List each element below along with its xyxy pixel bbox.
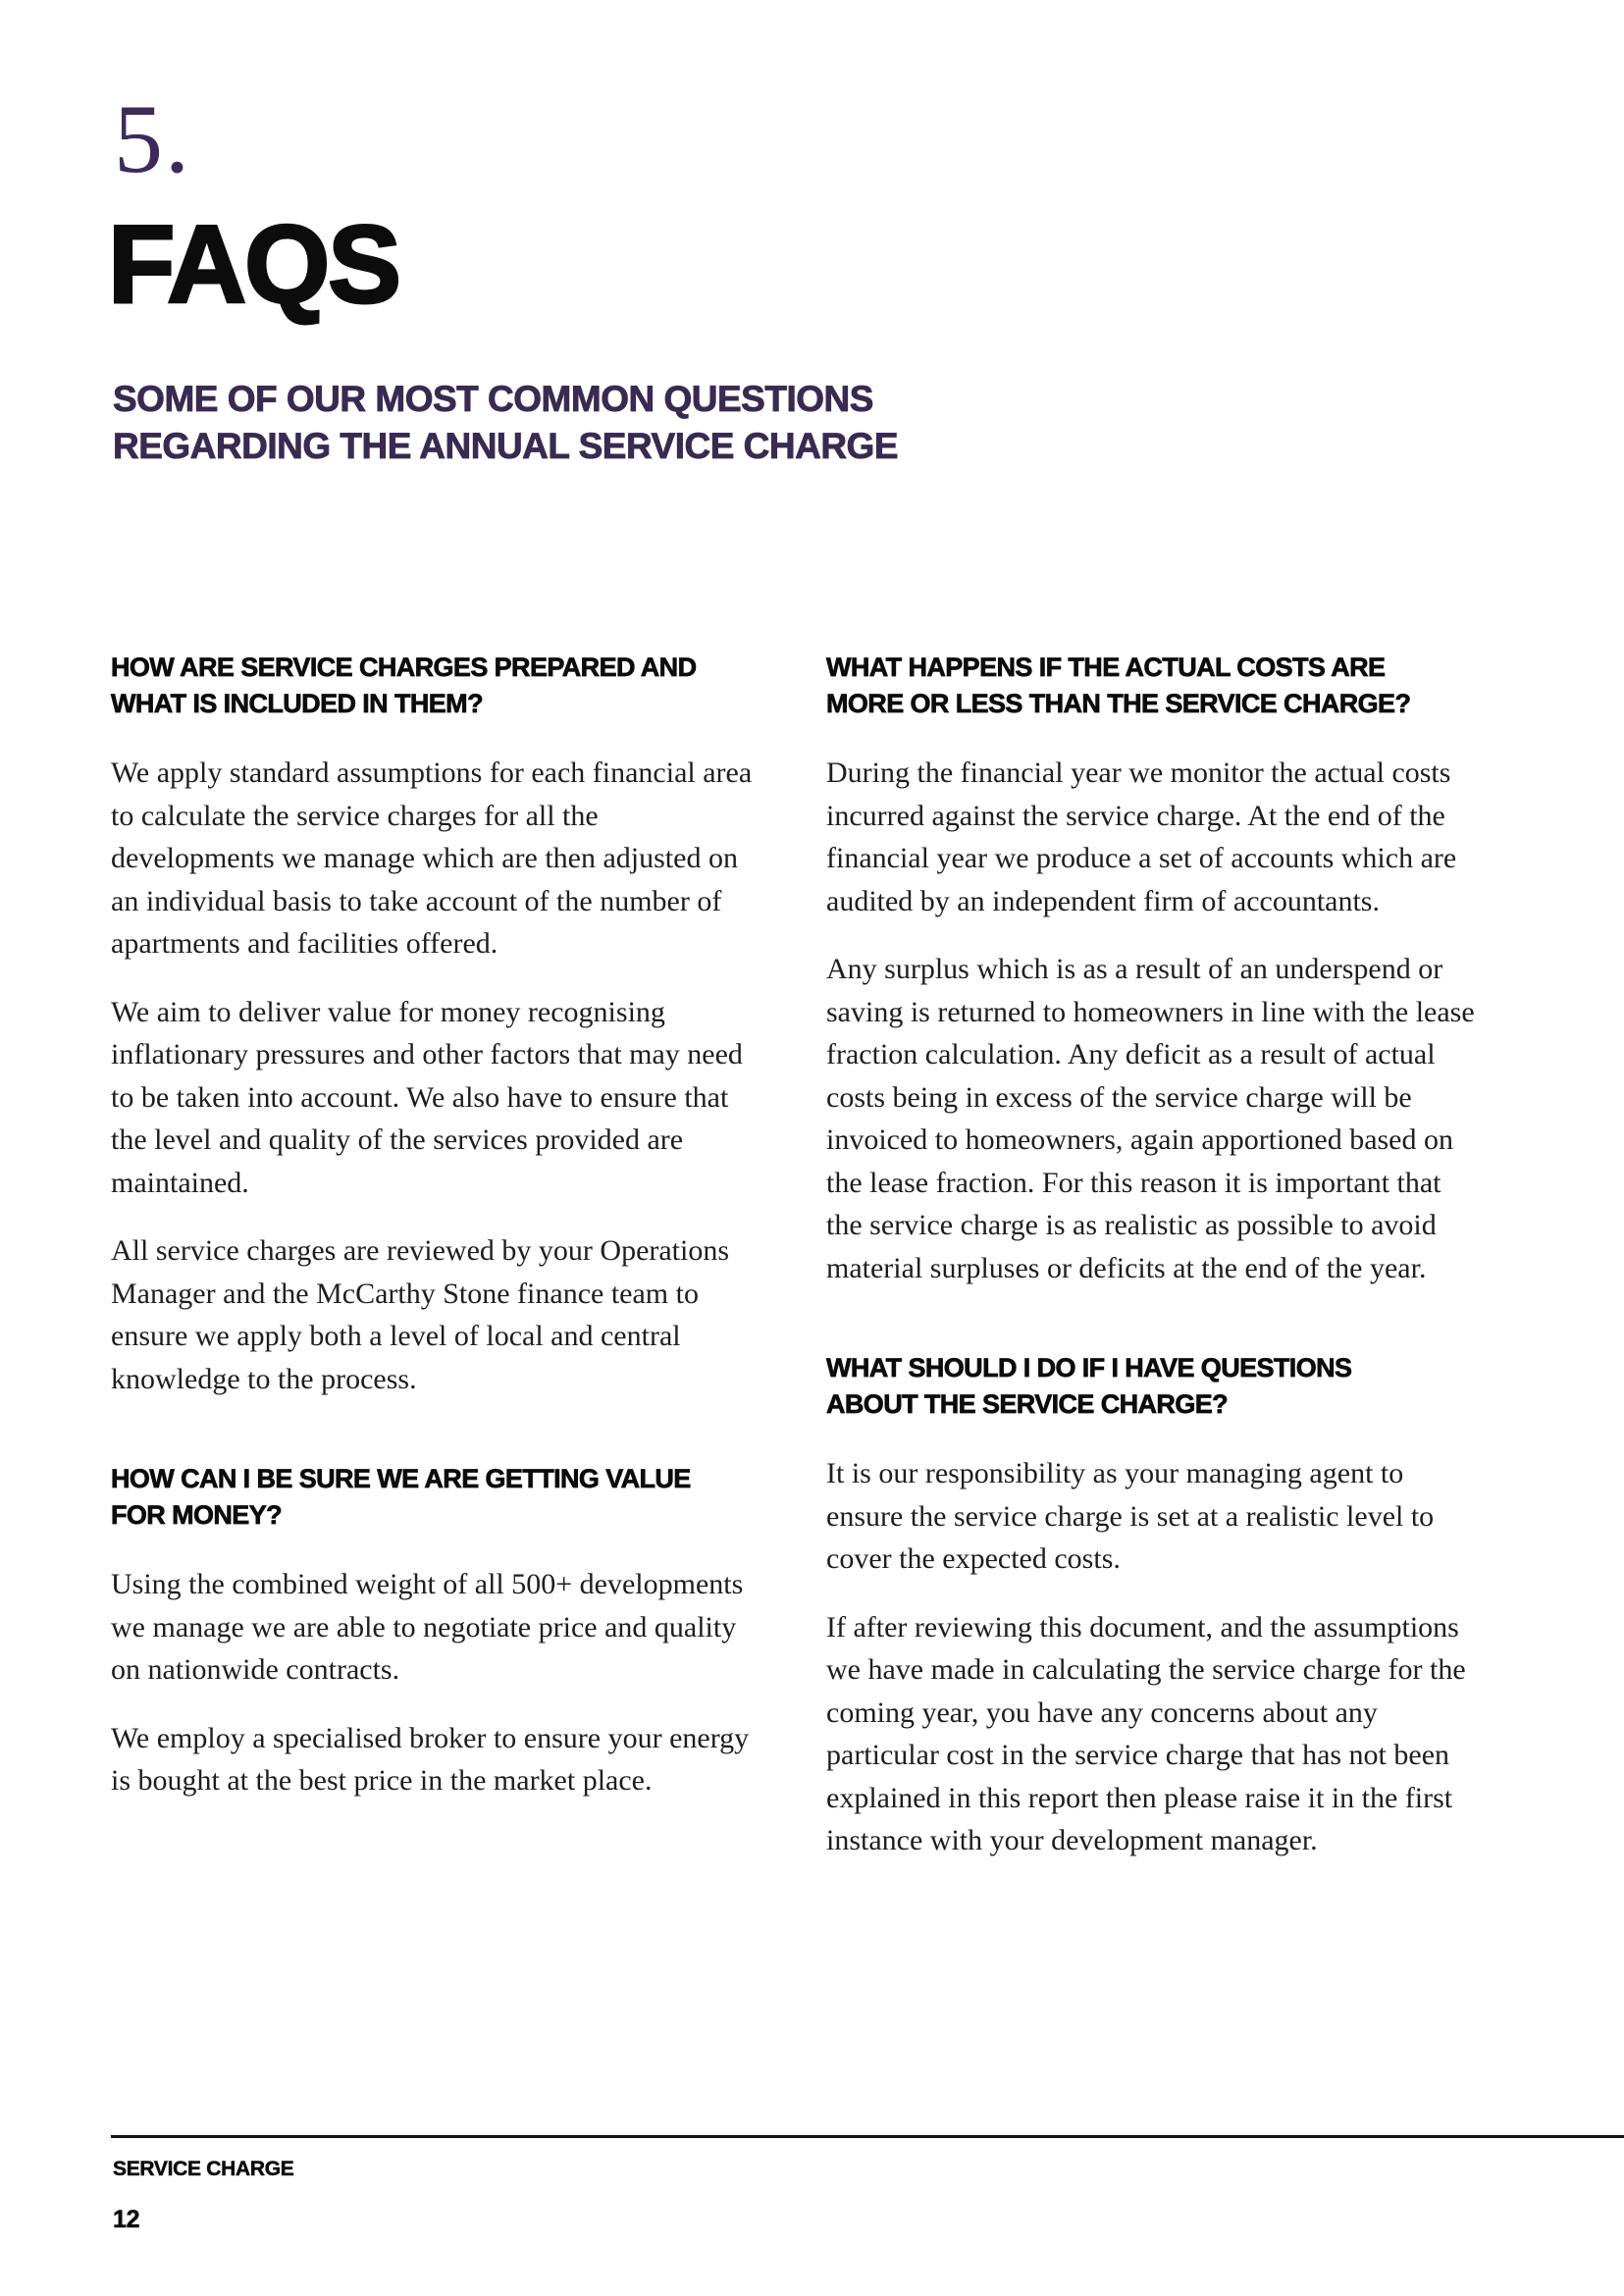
page-subtitle-line-2: REGARDING THE ANNUAL SERVICE CHARGE (113, 426, 899, 466)
question-line: WHAT SHOULD I DO IF I HAVE QUESTIONS (826, 1353, 1352, 1383)
question-line: ABOUT THE SERVICE CHARGE? (826, 1389, 1229, 1419)
question-line: WHAT HAPPENS IF THE ACTUAL COSTS ARE (826, 652, 1386, 682)
answer-paragraph: We apply standard assumptions for each financial area to calculate the service charges for all the developments we manage which are then adjusted on an individual basis to take account of the number of apartments and facilities offered. (111, 757, 753, 960)
faq-section (111, 1461, 763, 1802)
faq-section (111, 650, 763, 1400)
page-subtitle (113, 376, 898, 470)
answer-paragraph: Using the combined weight of all 500+ developments we manage we are able to negotiate price and quality on nationwide contracts. (111, 1568, 744, 1686)
question-heading (111, 650, 763, 722)
question-line: HOW ARE SERVICE CHARGES PREPARED AND (111, 652, 697, 682)
footer-rule (111, 2135, 1624, 2138)
answer-paragraph: All service charges are reviewed by your Operations Manager and the McCarthy Stone finance team to ensure we apply both a level of local and central knowledge to the process. (111, 1234, 730, 1395)
faq-section (826, 1350, 1479, 1862)
footer-label: SERVICE CHARGE (113, 2158, 294, 2180)
answer-paragraph: During the financial year we monitor the actual costs incurred against the service charge. At the end of the financial year we produce a set of accounts which are audited by an independent firm of accountants. (826, 757, 1457, 917)
question-line: MORE OR LESS THAN THE SERVICE CHARGE? (826, 689, 1411, 718)
faq-column-right (826, 650, 1479, 1888)
question-line: WHAT IS INCLUDED IN THEM? (111, 689, 483, 718)
faq-section (826, 650, 1479, 1289)
page-number: 12 (113, 2206, 140, 2233)
question-heading (826, 1350, 1479, 1423)
answer-paragraph: We employ a specialised broker to ensure your energy is bought at the best price in the market place. (111, 1721, 750, 1797)
page-subtitle-line-1: SOME OF OUR MOST COMMON QUESTIONS (113, 379, 873, 419)
answer-paragraph: It is our responsibility as your managing agent to ensure the service charge is set at a realistic level to cover the expected costs. (826, 1457, 1435, 1575)
question-heading (111, 1461, 763, 1534)
page-title: FAQS (108, 203, 399, 326)
faq-column-left (111, 650, 763, 1828)
question-line: HOW CAN I BE SURE WE ARE GETTING VALUE (111, 1464, 691, 1493)
answer-paragraph: Any surplus which is as a result of an underspend or saving is returned to homeowners in line with the lease fraction calculation. Any deficit as a result of actual costs being in excess of the service charge will be invoiced to homeowners, again apportioned based on the lease fraction. For this reason it is important that the service charge is as realistic as possible to avoid material surpluses or deficits at the end of the year. (826, 953, 1475, 1284)
question-heading (826, 650, 1479, 722)
answer-paragraph: If after reviewing this document, and the assumptions we have made in calculating the service charge for the coming year, you have any concerns about any particular cost in the service charge that has not been explained in this report then please raise it in the first instance with your development manager. (826, 1610, 1466, 1856)
section-number: 5. (114, 84, 191, 193)
answer-paragraph: We aim to deliver value for money recognising inflationary pressures and other factors that may need to be taken into account. We also have to ensure that the level and quality of the services provided are maintained. (111, 995, 743, 1199)
question-line: FOR MONEY? (111, 1500, 282, 1530)
